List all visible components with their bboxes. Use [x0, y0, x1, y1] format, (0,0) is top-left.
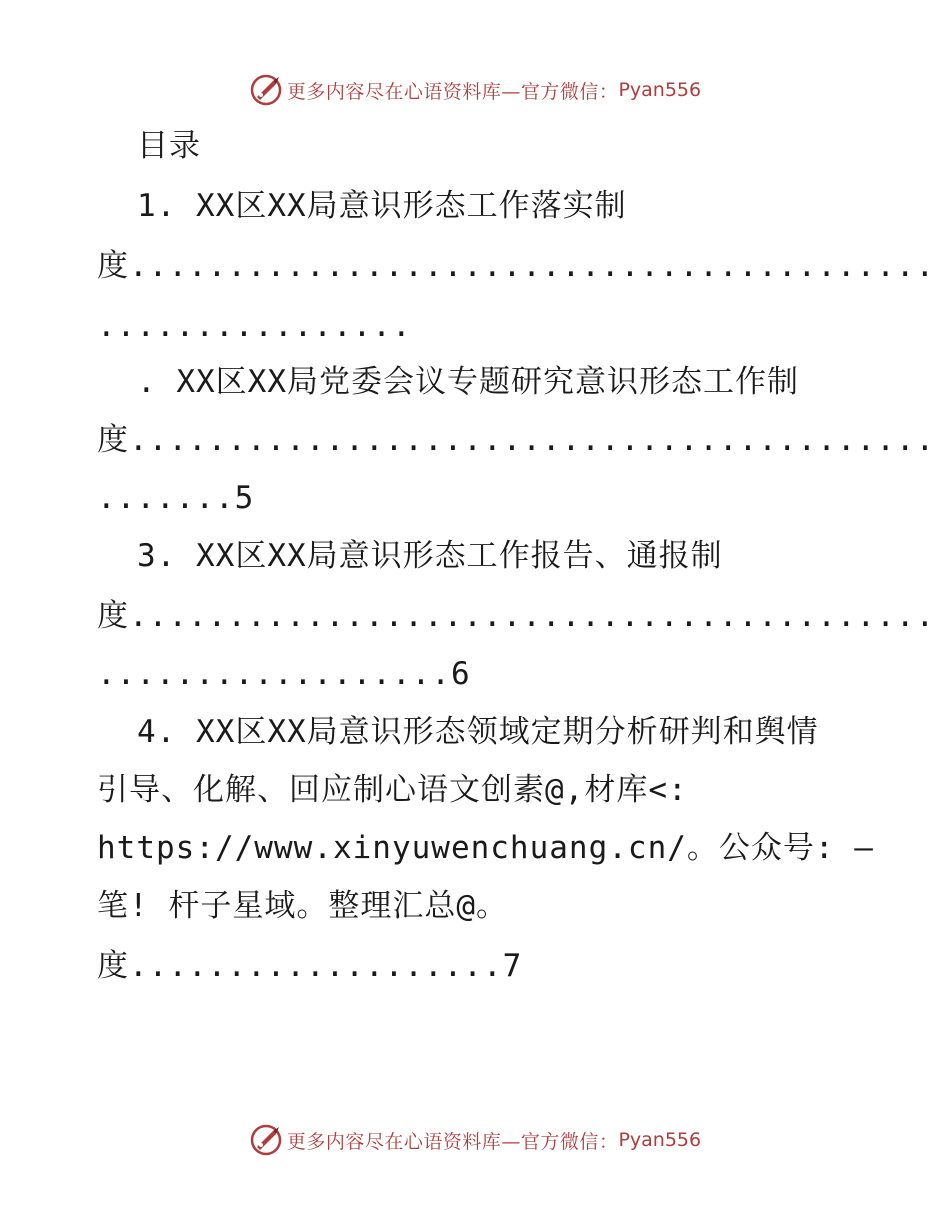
toc-entry-4-line-5: 度...................7: [97, 948, 523, 984]
quill-pen-logo-icon: [249, 1123, 283, 1157]
watermark-text: 更多内容尽在心语资料库—: [286, 1130, 521, 1153]
watermark-wechat-id: Pyan556: [618, 79, 702, 101]
toc-entry-4-line-4: 笔! 杆子星域。整理汇总@。: [97, 888, 508, 924]
watermark-official: 官方微信：: [520, 80, 619, 103]
toc-entry-3-line-1: 3. XX区XX局意识形态工作报告、通报制: [137, 538, 723, 574]
toc-entry-3-line-3: ..................6: [97, 656, 471, 692]
watermark-text: 更多内容尽在心语资料库—: [286, 80, 521, 103]
toc-entry-2-line-3: .......5: [97, 480, 255, 516]
watermark-official: 官方微信：: [520, 1130, 619, 1153]
toc-entry-3-line-2: 度.........................................: [97, 598, 936, 634]
watermark-wechat-id: Pyan556: [618, 1129, 702, 1151]
toc-entry-4-line-1: 4. XX区XX局意识形态领域定期分析研判和舆情: [137, 714, 819, 750]
toc-entry-1-line-1: 1. XX区XX局意识形态工作落实制: [137, 188, 627, 224]
toc-title: 目录: [137, 128, 201, 164]
footer-watermark: [0, 1120, 950, 1160]
quill-pen-logo-icon: [249, 73, 283, 107]
header-watermark: [0, 70, 950, 110]
toc-entry-2-line-1: . XX区XX局党委会议专题研究意识形态工作制: [137, 364, 799, 400]
toc-entry-4-line-2: 引导、化解、回应制心语文创素@,材库<:: [97, 772, 688, 808]
toc-entry-2-line-2: 度.........................................: [97, 422, 936, 458]
toc-entry-1-line-3: ................: [97, 308, 412, 344]
toc-entry-4-line-3: https://www.xinyuwenchuang.cn/。公众号: —: [97, 830, 874, 866]
toc-entry-1-line-2: 度.........................................: [97, 248, 936, 284]
